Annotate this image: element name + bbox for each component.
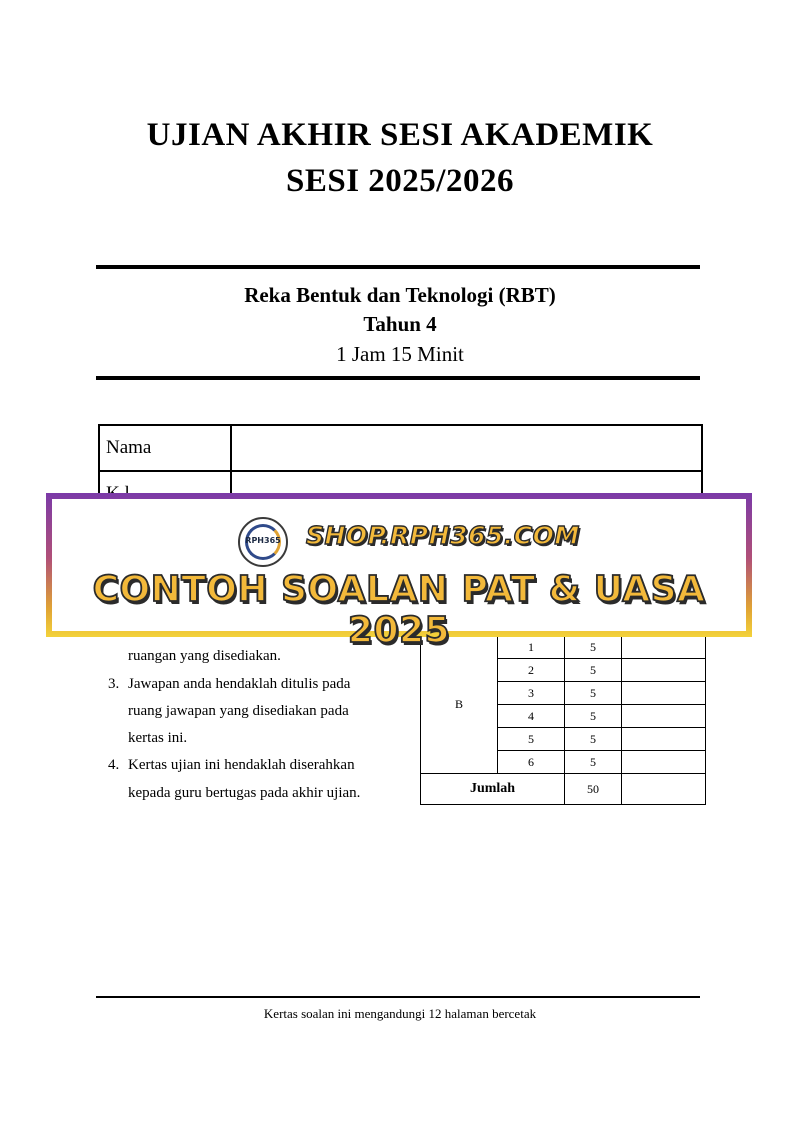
- footer-divider: [96, 996, 700, 998]
- total-score-cell[interactable]: [622, 774, 706, 805]
- instruction-text: Jawapan anda hendaklah ditulis pada: [128, 676, 351, 692]
- question-marks: 5: [565, 682, 622, 705]
- question-number: 3: [498, 682, 565, 705]
- logo-text: RPH365: [245, 536, 281, 545]
- exam-title-line1: UJIAN AKHIR SESI AKADEMIK: [146, 117, 654, 153]
- score-cell[interactable]: [622, 751, 706, 774]
- promo-banner[interactable]: [46, 493, 752, 651]
- instruction-number: 3.: [108, 676, 120, 692]
- instruction-text: kertas ini.: [128, 730, 188, 746]
- subject-name: Reka Bentuk dan Teknologi (RBT): [244, 283, 556, 307]
- score-cell[interactable]: [622, 728, 706, 751]
- banner-headline: CONTOH SOALAN PAT & UASA 2025: [92, 569, 706, 651]
- name-label: Nama: [99, 425, 231, 471]
- question-number: 4: [498, 705, 565, 728]
- score-cell[interactable]: [622, 682, 706, 705]
- name-row: [99, 425, 702, 471]
- instruction-text: ruang jawapan yang disediakan pada: [128, 703, 349, 719]
- question-number: 2: [498, 659, 565, 682]
- instruction-text: ruangan yang disediakan.: [128, 648, 281, 664]
- question-number: 5: [498, 728, 565, 751]
- score-cell[interactable]: [622, 659, 706, 682]
- top-divider: [96, 265, 700, 269]
- question-number: 1: [498, 636, 565, 659]
- total-row: [421, 774, 706, 805]
- total-label: Jumlah: [421, 774, 565, 805]
- instruction-number: 4.: [108, 757, 120, 773]
- instruction-text: kepada guru bertugas pada akhir ujian.: [128, 785, 361, 801]
- question-marks: 5: [565, 636, 622, 659]
- shop-url-link[interactable]: SHOP.RPH365.COM: [306, 521, 580, 550]
- question-number: 6: [498, 751, 565, 774]
- subject-year: Tahun 4: [363, 312, 437, 336]
- page-count-note: Kertas soalan ini mengandungi 12 halaman bercetak: [263, 1006, 537, 1021]
- section-b-label: B: [421, 636, 498, 774]
- subject-bottom-divider: [96, 376, 700, 380]
- question-marks: 5: [565, 751, 622, 774]
- score-cell[interactable]: [622, 705, 706, 728]
- question-marks: 5: [565, 659, 622, 682]
- instruction-text: Kertas ujian ini hendaklah diserahkan: [128, 757, 355, 773]
- name-field[interactable]: [231, 425, 702, 471]
- total-marks: 50: [565, 774, 622, 805]
- rph365-logo-icon: [238, 517, 288, 567]
- question-marks: 5: [565, 705, 622, 728]
- question-marks: 5: [565, 728, 622, 751]
- exam-title-line2: SESI 2025/2026: [286, 163, 514, 199]
- exam-duration: 1 Jam 15 Minit: [336, 342, 464, 366]
